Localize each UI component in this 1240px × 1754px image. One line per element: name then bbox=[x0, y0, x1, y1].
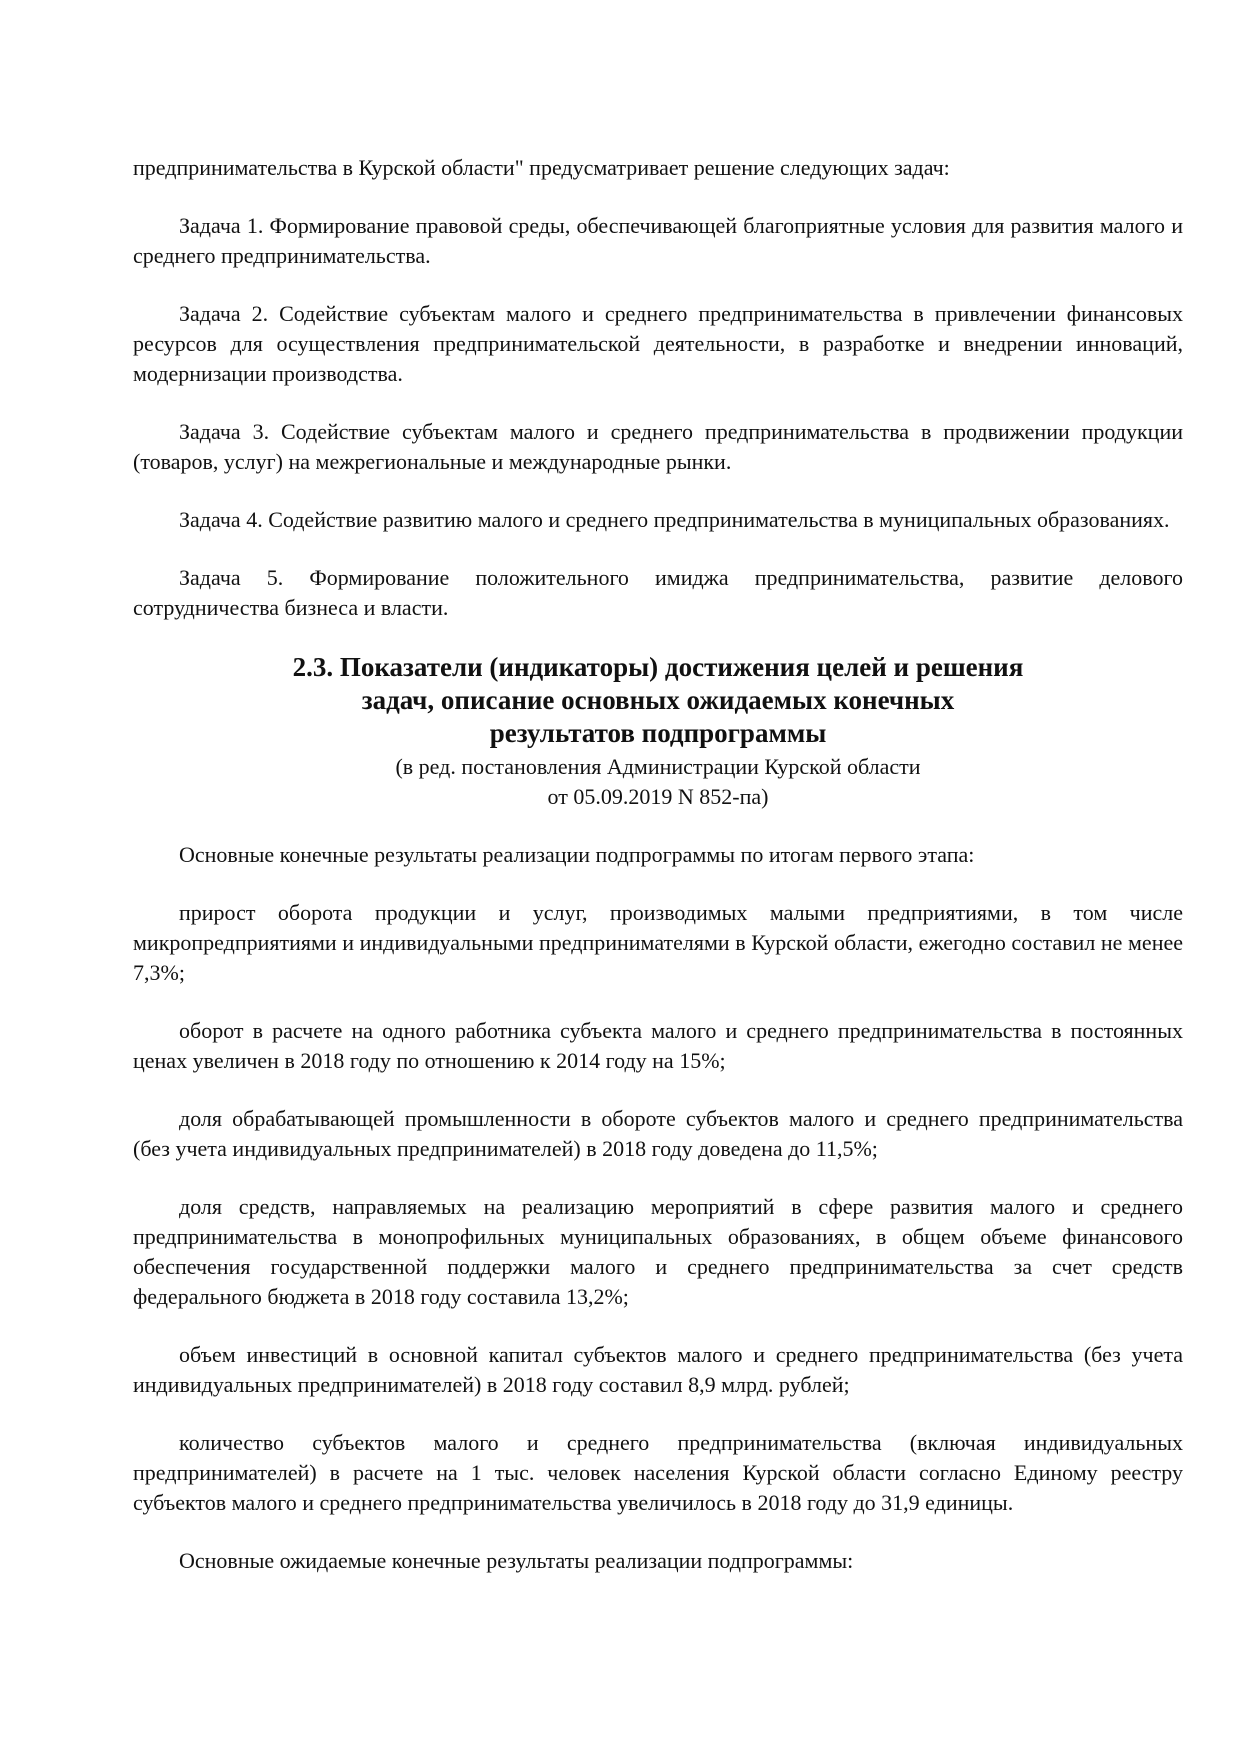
task-1: Задача 1. Формирование правовой среды, обеспечивающей благоприятные условия для развития малого и среднего предпринимательства. bbox=[133, 213, 1183, 268]
task-3: Задача 3. Содействие субъектам малого и среднего предпринимательства в продвижении продукции (товаров, услуг) на межрегиональные и международные рынки. bbox=[133, 419, 1183, 474]
result-3: доля обрабатывающей промышленности в обороте субъектов малого и среднего предпринимательства (без учета индивидуальных предпринимателей) в 2018 году доведена до 11,5%; bbox=[133, 1106, 1183, 1161]
revision-note bbox=[133, 752, 1183, 812]
result-5: объем инвестиций в основной капитал субъектов малого и среднего предпринимательства (без учета индивидуальных предпринимателей) в 2018 году составил 8,9 млрд. рублей; bbox=[133, 1342, 1183, 1397]
note-line: от 05.09.2019 N 852-па) bbox=[547, 784, 769, 809]
result-2: оборот в расчете на одного работника субъекта малого и среднего предпринимательства в постоянных ценах увеличен в 2018 году по отношению к 2014 году на 15%; bbox=[133, 1018, 1183, 1073]
heading-line: результатов подпрограммы bbox=[489, 718, 827, 748]
heading-line: задач, описание основных ожидаемых конечных bbox=[361, 685, 955, 715]
expected-intro: Основные ожидаемые конечные результаты реализации подпрограммы: bbox=[179, 1548, 854, 1573]
task-5: Задача 5. Формирование положительного имиджа предпринимательства, развитие делового сотрудничества бизнеса и власти. bbox=[133, 565, 1183, 620]
task-2: Задача 2. Содействие субъектам малого и среднего предпринимательства в привлечении финансовых ресурсов для осуществления предпринимательской деятельности, в разработке и внедрении инноваций, модернизации производства. bbox=[133, 301, 1183, 386]
intro-text: предпринимательства в Курской области" предусматривает решение следующих задач: bbox=[133, 155, 950, 180]
results-intro: Основные конечные результаты реализации подпрограммы по итогам первого этапа: bbox=[179, 842, 975, 867]
heading-line: 2.3. Показатели (индикаторы) достижения целей и решения bbox=[292, 652, 1024, 682]
result-1: прирост оборота продукции и услуг, производимых малыми предприятиями, в том числе микропредприятиями и индивидуальными предпринимателями в Курской области, ежегодно составил не менее 7,3%; bbox=[133, 900, 1183, 985]
result-6: количество субъектов малого и среднего предпринимательства (включая индивидуальных предпринимателей) в расчете на 1 тыс. человек населения Курской области согласно Единому реестру субъектов малого и среднего предпринимательства увеличилось в 2018 году до 31,9 единицы. bbox=[133, 1430, 1183, 1515]
document-page bbox=[133, 153, 1183, 1604]
task-4: Задача 4. Содействие развитию малого и среднего предпринимательства в муниципальных образованиях. bbox=[179, 507, 1170, 532]
section-heading bbox=[133, 651, 1183, 750]
result-4: доля средств, направляемых на реализацию мероприятий в сфере развития малого и среднего предпринимательства в монопрофильных муниципальных образованиях, в общем объеме финансового обеспечения государственной поддержки малого и среднего предпринимательства за счет средств федерального бюджета в 2018 году составила 13,2%; bbox=[133, 1194, 1183, 1309]
note-line: (в ред. постановления Администрации Курской области bbox=[395, 754, 921, 779]
